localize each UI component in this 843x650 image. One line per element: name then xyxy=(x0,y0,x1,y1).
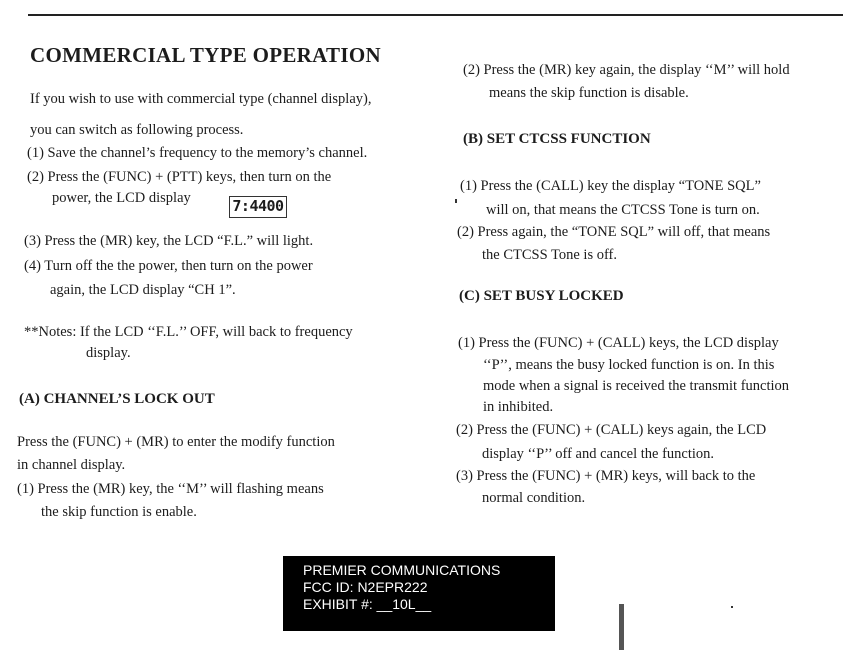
intro-line-1: If you wish to use with commercial type (channel display), xyxy=(30,91,372,107)
section-b-title: (B) SET CTCSS FUNCTION xyxy=(463,131,651,147)
section-c-step-2-line-2: display ‘‘P’’ off and cancel the function. xyxy=(482,446,715,462)
section-c-step-1-line-1: (1) Press the (FUNC) + (CALL) keys, the LCD display xyxy=(458,335,779,351)
section-b-step-1-line-2: will on, that means the CTCSS Tone is turn on. xyxy=(486,202,760,218)
intro-line-2: you can switch as following process. xyxy=(30,122,244,138)
section-a-step-1-line-1: (1) Press the (MR) key, the ‘‘M’’ will flashing means xyxy=(17,481,324,497)
section-a-title: (A) CHANNEL’S LOCK OUT xyxy=(19,391,215,407)
section-c-step-2-line-1: (2) Press the (FUNC) + (CALL) keys again, the LCD xyxy=(456,422,767,438)
page-title: COMMERCIAL TYPE OPERATION xyxy=(30,43,381,67)
step-4-line-1: (4) Turn off the the power, then turn on the power xyxy=(24,258,313,274)
section-c-step-3-line-1: (3) Press the (FUNC) + (MR) keys, will back to the xyxy=(456,468,756,484)
section-a-step-2-line-2: means the skip function is disable. xyxy=(489,85,689,101)
section-a-line-2: in channel display. xyxy=(17,457,126,473)
scan-mark xyxy=(619,604,624,650)
scan-speck xyxy=(455,199,457,203)
section-c-step-1-line-4: in inhibited. xyxy=(483,399,554,415)
notes-line-2: display. xyxy=(86,345,131,361)
step-1: (1) Save the channel’s frequency to the memory’s channel. xyxy=(27,145,368,161)
section-b-step-2-line-1: (2) Press again, the “TONE SQL” will off, that means xyxy=(457,224,771,240)
section-c-title: (C) SET BUSY LOCKED xyxy=(459,288,624,304)
notes-line-1: **Notes: If the LCD ‘‘F.L.’’ OFF, will back to frequency xyxy=(24,324,353,340)
section-b-step-1-line-1: (1) Press the (CALL) key the display “TONE SQL” xyxy=(460,178,761,194)
scan-speck xyxy=(731,606,733,608)
fcc-exhibit-label xyxy=(283,556,555,631)
section-a-line-1: Press the (FUNC) + (MR) to enter the modify function xyxy=(17,434,335,450)
step-2-line-2: power, the LCD display xyxy=(52,190,191,206)
lcd-display-box: 7:4400 xyxy=(229,196,287,218)
exhibit-company: PREMIER COMMUNICATIONS xyxy=(303,562,501,578)
step-2-line-1: (2) Press the (FUNC) + (PTT) keys, then turn on the xyxy=(27,169,332,185)
section-a-step-2-line-1: (2) Press the (MR) key again, the display ‘‘M’’ will hold xyxy=(463,62,790,78)
exhibit-number: EXHIBIT #: __10L__ xyxy=(303,596,432,612)
top-rule xyxy=(28,14,843,16)
section-c-step-3-line-2: normal condition. xyxy=(482,490,586,506)
step-3: (3) Press the (MR) key, the LCD “F.L.” will light. xyxy=(24,233,314,249)
section-c-step-1-line-3: mode when a signal is received the transmit function xyxy=(483,378,790,394)
section-b-step-2-line-2: the CTCSS Tone is off. xyxy=(482,247,618,263)
exhibit-fcc-id: FCC ID: N2EPR222 xyxy=(303,579,428,595)
section-a-step-1-line-2: the skip function is enable. xyxy=(41,504,197,520)
step-4-line-2: again, the LCD display “CH 1”. xyxy=(50,282,236,298)
section-c-step-1-line-2: ‘‘P’’, means the busy locked function is on. In this xyxy=(483,357,775,373)
